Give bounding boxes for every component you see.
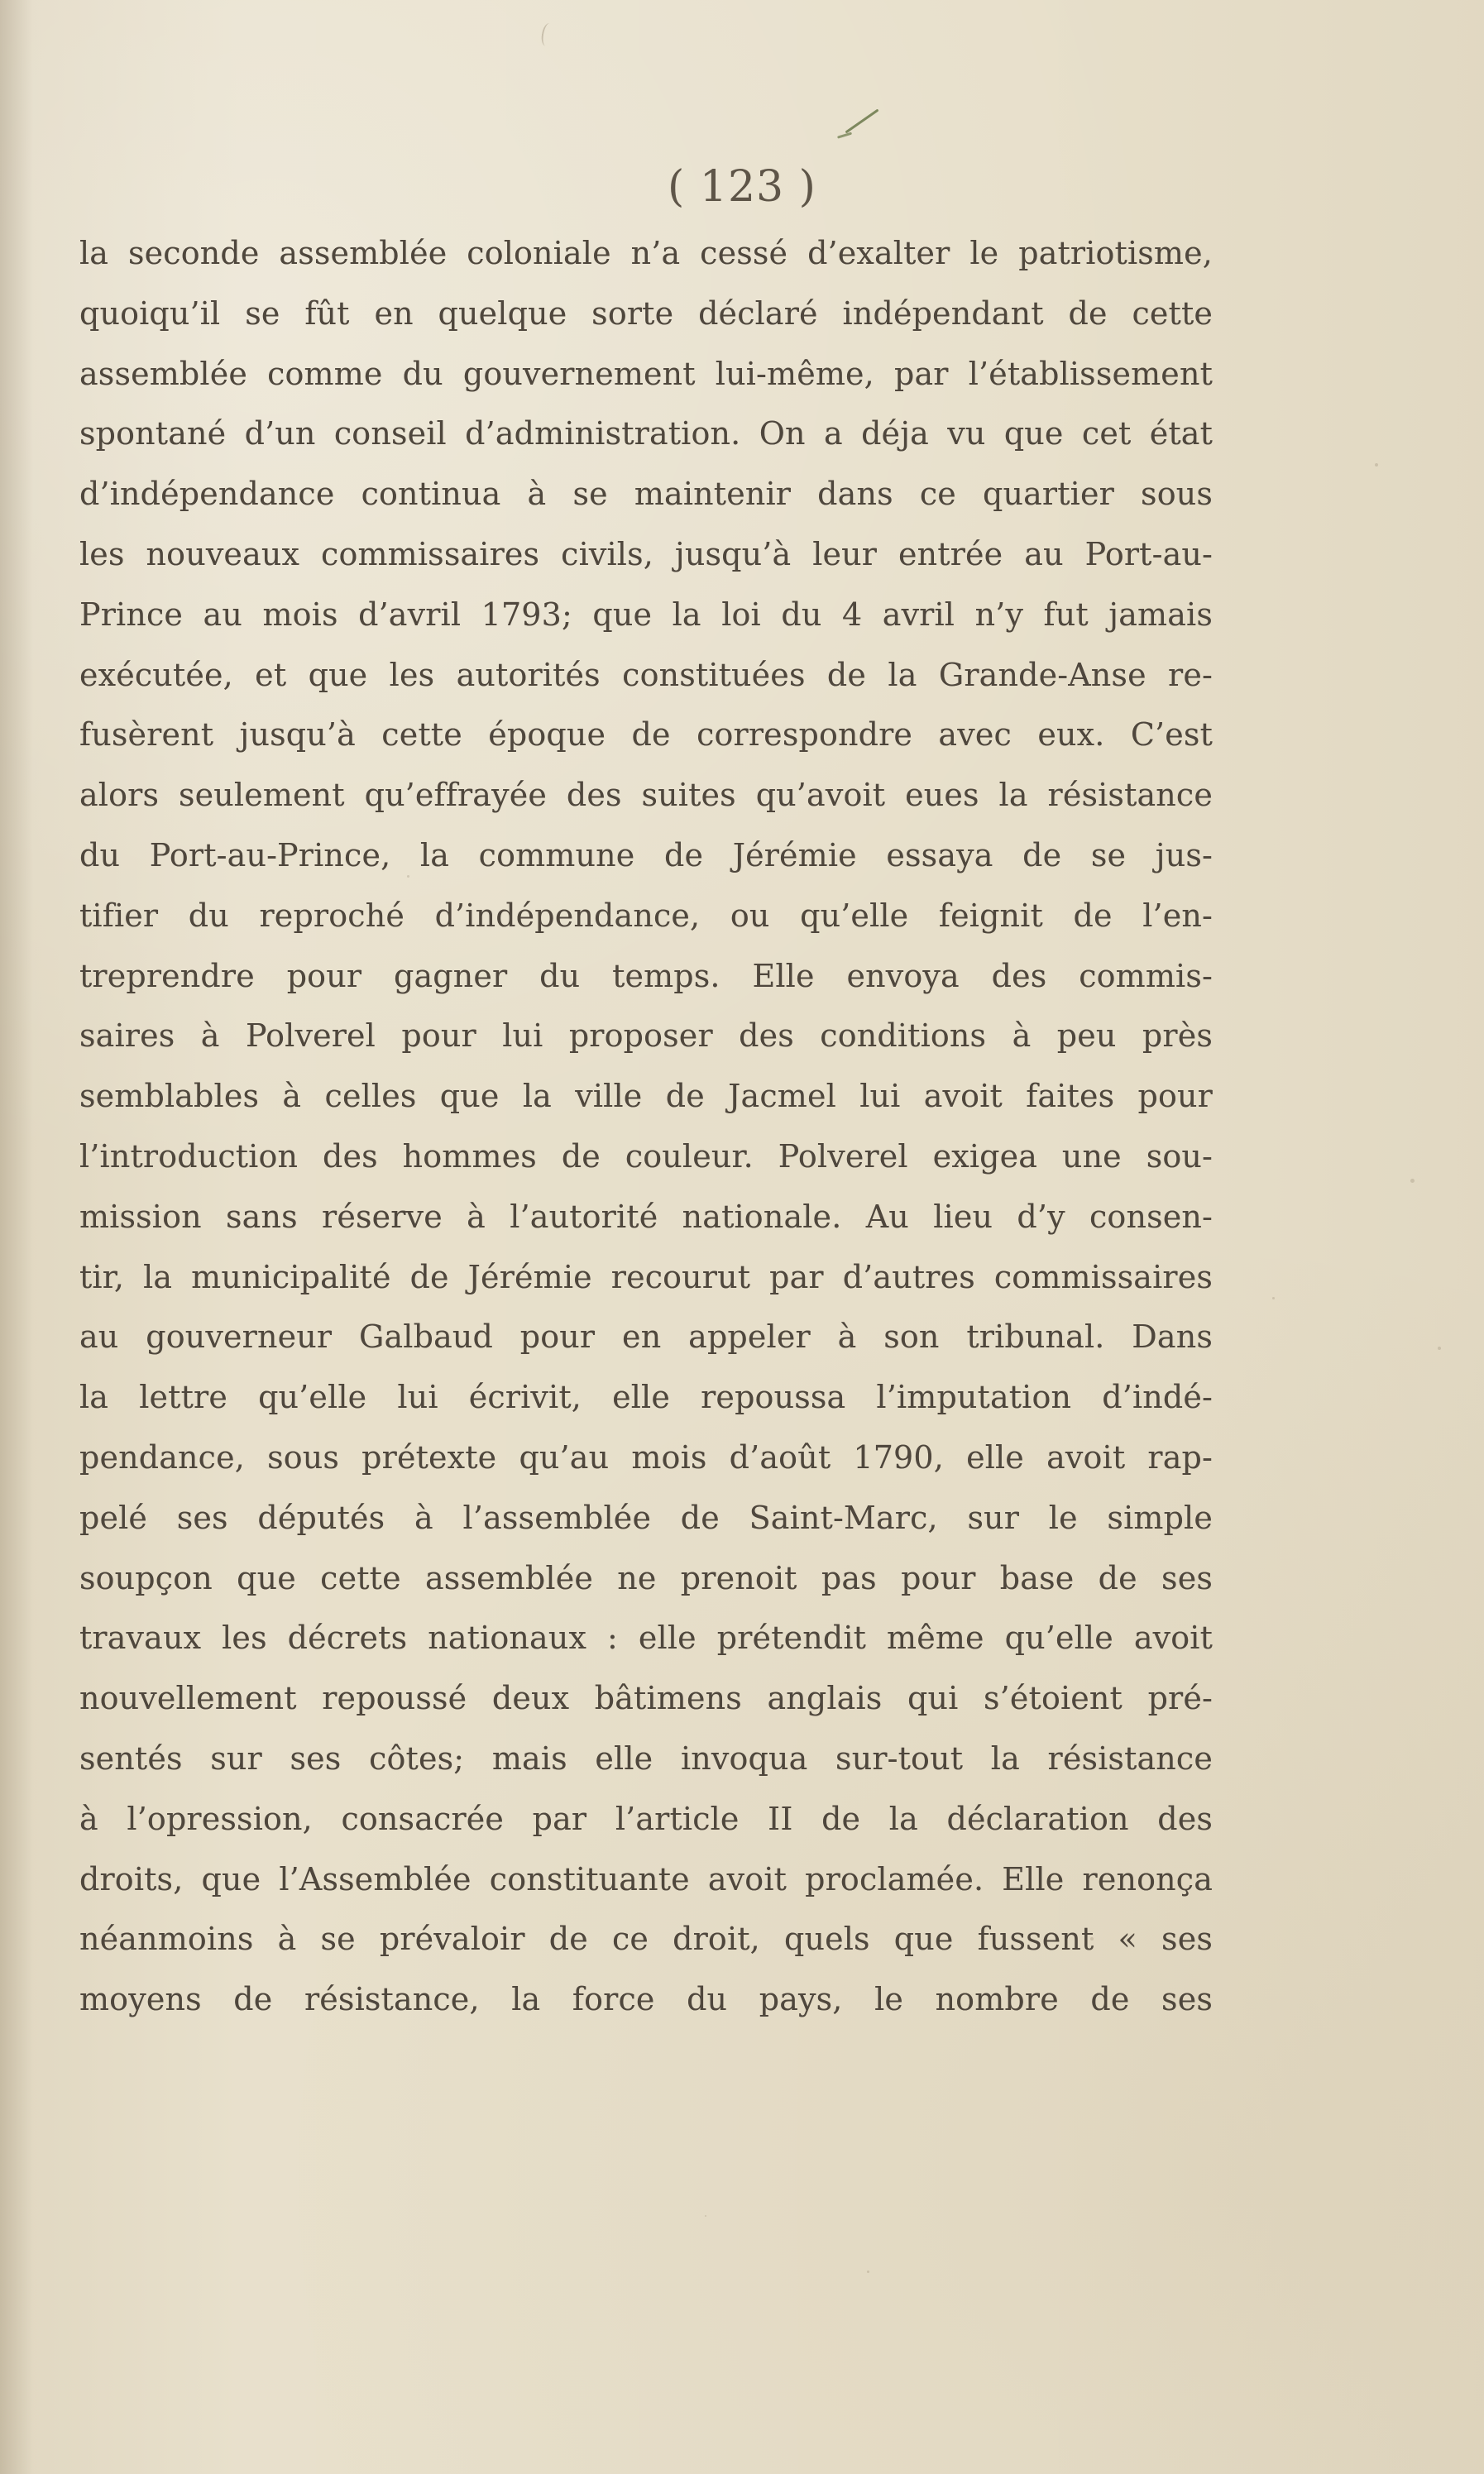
text-line: semblables à celles que la ville de Jacmel lui avoit faites pour: [79, 1078, 1213, 1115]
text-line: néanmoins à se prévaloir de ce droit, quels que fussent « ses: [79, 1921, 1213, 1958]
text-line: quoiqu’il se fût en quelque sorte déclaré indépendant de cette: [79, 294, 1213, 332]
paper-speck: [1438, 1347, 1441, 1350]
page-number: ( 123 ): [668, 162, 816, 212]
text-line: droits, que l’Assemblée constituante avoit proclamée. Elle renonça: [79, 1860, 1213, 1897]
text-line: d’indépendance continua à se maintenir dans ce quartier sous: [79, 476, 1213, 513]
text-line: treprendre pour gagner du temps. Elle envoya des commis-: [79, 957, 1213, 994]
paper-speck: [705, 2215, 706, 2217]
text-line: sentés sur ses côtes; mais elle invoqua sur-tout la résistance: [79, 1739, 1213, 1777]
text-line: assemblée comme du gouvernement lui-même, par l’établissement: [79, 355, 1213, 392]
text-line: la lettre qu’elle lui écrivit, elle repoussa l’imputation d’indé-: [79, 1379, 1213, 1416]
text-line: exécutée, et que les autorités constituées de la Grande-Anse re-: [79, 656, 1213, 693]
text-line: soupçon que cette assemblée ne prenoit pas pour base de ses: [79, 1559, 1213, 1596]
text-line: nouvellement repoussé deux bâtimens anglais qui s’étoient pré-: [79, 1680, 1213, 1717]
body-text: [79, 223, 1213, 2030]
text-line: tifier du reproché d’indépendance, ou qu’elle feignit de l’en-: [79, 897, 1213, 934]
paper-speck: [1272, 1297, 1275, 1299]
handwritten-mark-icon: [845, 109, 878, 134]
text-line: les nouveaux commissaires civils, jusqu’à leur entrée au Port-au-: [79, 535, 1213, 572]
text-line: saires à Polverel pour lui proposer des conditions à peu près: [79, 1017, 1213, 1055]
text-line: la seconde assemblée coloniale n’a cessé d’exalter le patriotisme,: [79, 235, 1213, 271]
paper-mark-top: [540, 22, 556, 47]
paper-speck: [1410, 1179, 1415, 1183]
text-line: au gouverneur Galbaud pour en appeler à son tribunal. Dans: [79, 1318, 1213, 1356]
paper-speck: [867, 2271, 869, 2273]
text-line: à l’opression, consacrée par l’article II de la déclaration des: [79, 1800, 1213, 1837]
text-line: spontané d’un conseil d’administration. On a déja vu que cet état: [79, 415, 1213, 452]
text-line: travaux les décrets nationaux : elle prétendit même qu’elle avoit: [79, 1620, 1213, 1657]
text-line: pelé ses députés à l’assemblée de Saint-Marc, sur le simple: [79, 1499, 1213, 1536]
text-line: l’introduction des hommes de couleur. Polverel exigea une sou-: [79, 1137, 1213, 1175]
text-line: pendance, sous prétexte qu’au mois d’août 1790, elle avoit rap-: [79, 1438, 1213, 1476]
text-line: mission sans réserve à l’autorité nationale. Au lieu d’y consen-: [79, 1198, 1213, 1235]
page-edge-shadow: [0, 0, 33, 2474]
text-line: tir, la municipalité de Jérémie recourut par d’autres commissaires: [79, 1258, 1213, 1295]
text-line: alors seulement qu’effrayée des suites qu’avoit eues la résistance: [79, 777, 1213, 814]
text-line: fusèrent jusqu’à cette époque de correspondre avec eux. C’est: [79, 716, 1213, 754]
text-line: du Port-au-Prince, la commune de Jérémie essaya de se jus-: [79, 836, 1213, 873]
paper-speck: [1375, 463, 1378, 467]
text-line: Prince au mois d’avril 1793; que la loi du 4 avril n’y fut jamais: [79, 596, 1213, 633]
text-line: moyens de résistance, la force du pays, le nombre de ses: [79, 1981, 1213, 2018]
